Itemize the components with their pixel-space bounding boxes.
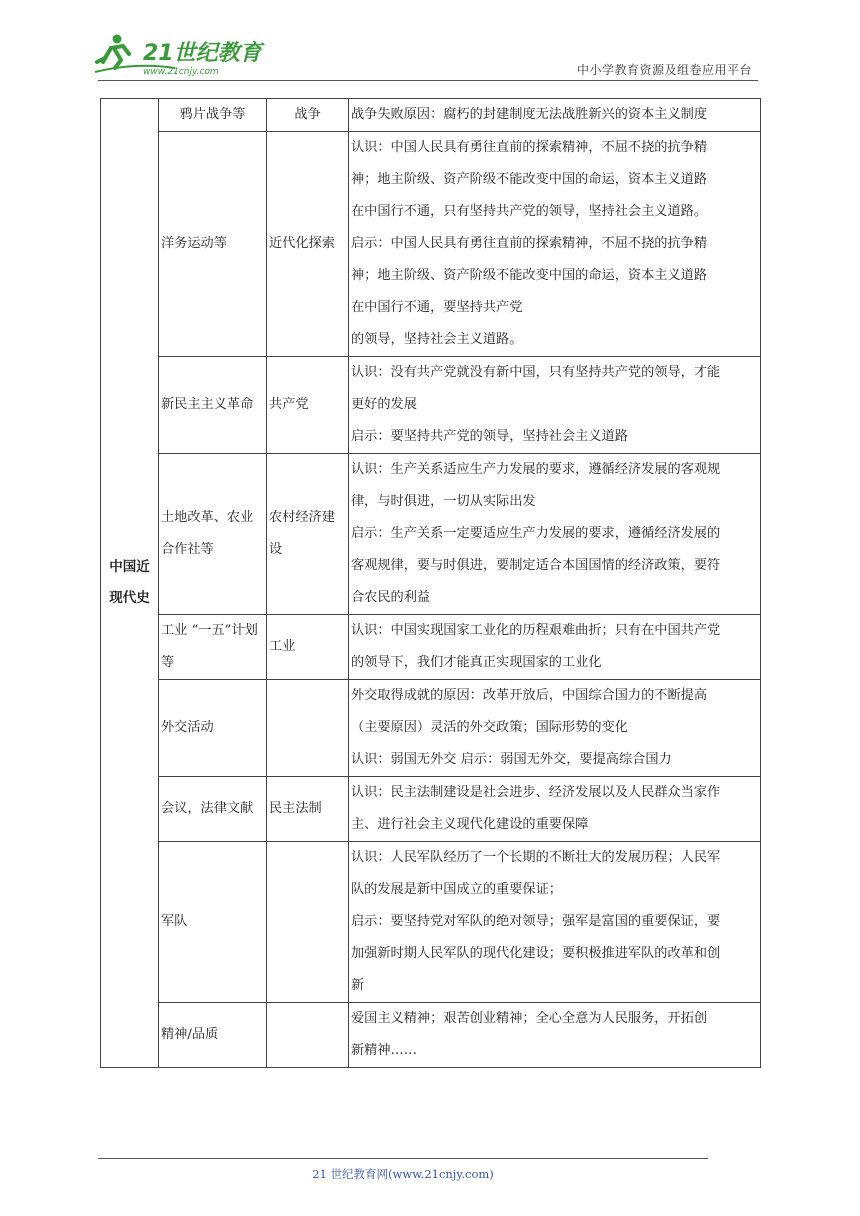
content-line: 认识：中国人民具有勇往直前的探索精神，不屈不挠的抗争精 [351, 140, 708, 155]
event-cell: 外交活动 [159, 680, 267, 777]
table-row [101, 357, 761, 454]
content-line: 更好的发展 [351, 397, 417, 412]
content-line: 认识：没有共产党就没有新中国，只有坚持共产党的领导，才能 [351, 365, 721, 380]
content-line: 新精神…… [351, 1043, 417, 1058]
content-line: 认识：弱国无外交 启示：弱国无外交，要提高综合国力 [351, 752, 672, 767]
topic-cell: 近代化探索 [267, 132, 349, 357]
content-cell [349, 1003, 761, 1068]
content-line: 认识：人民军队经历了一个长期的不断壮大的发展历程；人民军 [351, 850, 721, 865]
content-line: 的领导下，我们才能真正实现国家的工业化 [351, 655, 602, 670]
content-cell [349, 680, 761, 777]
history-summary-table [100, 98, 761, 1068]
event-cell: 工业 “一五”计划等 [159, 615, 267, 680]
event-cell: 精神/品质 [159, 1003, 267, 1068]
content-cell [349, 357, 761, 454]
content-line: 合农民的利益 [351, 590, 431, 605]
topic-cell: 农村经济建设 [267, 454, 349, 615]
topic-cell: 共产党 [267, 357, 349, 454]
footer-link[interactable]: 21 世纪教育网(www.21cnjy.com) [312, 1167, 494, 1181]
content-cell [349, 132, 761, 357]
content-line: 客观规律，要与时俱进，要制定适合本国国情的经济政策，要符 [351, 558, 721, 573]
table-row [101, 99, 761, 132]
table-row [101, 454, 761, 615]
content-line: 启示：中国人民具有勇往直前的探索精神，不屈不挠的抗争精 [351, 236, 708, 251]
content-line: 启示：要坚持共产党的领导，坚持社会主义道路 [351, 429, 628, 444]
content-line: 认识：生产关系适应生产力发展的要求，遵循经济发展的客观规 [351, 462, 721, 477]
content-line: 神；地主阶级、资产阶级不能改变中国的命运，资本主义道路 [351, 268, 708, 283]
table-row [101, 615, 761, 680]
content-line: 新 [351, 978, 365, 993]
event-cell: 军队 [159, 842, 267, 1003]
content-line: 在中国行不通，要坚持共产党 [351, 300, 523, 315]
logo-text: 21世纪教育 [143, 41, 262, 66]
table-row [101, 680, 761, 777]
era-cell [101, 99, 159, 1068]
content-line: 神；地主阶级、资产阶级不能改变中国的命运，资本主义道路 [351, 172, 708, 187]
topic-cell [267, 680, 349, 777]
event-cell: 鸦片战争等 [159, 99, 267, 132]
table-row [101, 777, 761, 842]
table-row [101, 1003, 761, 1068]
event-cell: 新民主主义革命 [159, 357, 267, 454]
era-line: 现代史 [109, 590, 150, 606]
content-cell [349, 454, 761, 615]
site-logo [95, 32, 270, 78]
table-row [101, 132, 761, 357]
content-line: 启示：要坚持党对军队的绝对领导；强军是富国的重要保证，要 [351, 914, 721, 929]
event-cell: 土地改革、农业合作社等 [159, 454, 267, 615]
content-cell [349, 842, 761, 1003]
topic-cell [267, 1003, 349, 1068]
content-line: 战争失败原因：腐朽的封建制度无法战胜新兴的资本主义制度 [351, 107, 708, 122]
content-cell [349, 99, 761, 132]
event-cell: 洋务运动等 [159, 132, 267, 357]
platform-name: 中小学教育资源及组卷应用平台 [576, 63, 752, 77]
event-cell: 会议，法律文献 [159, 777, 267, 842]
content-line: 爱国主义精神；艰苦创业精神；全心全意为人民服务，开拓创 [351, 1011, 708, 1026]
content-line: 外交取得成就的原因：改革开放后，中国综合国力的不断提高 [351, 688, 708, 703]
footer-divider [98, 1158, 708, 1159]
content-line: 主、进行社会主义现代化建设的重要保障 [351, 817, 589, 832]
topic-cell: 民主法制 [267, 777, 349, 842]
content-line: 队的发展是新中国成立的重要保证； [351, 882, 562, 897]
content-line: 在中国行不通，只有坚持共产党的领导，坚持社会主义道路。 [351, 204, 708, 219]
content-line: 的领导，坚持社会主义道路。 [351, 332, 523, 347]
content-cell [349, 777, 761, 842]
content-line: 启示：生产关系一定要适应生产力发展的要求，遵循经济发展的 [351, 526, 721, 541]
header-divider [98, 80, 758, 81]
content-cell [349, 615, 761, 680]
content-line: 加强新时期人民军队的现代化建设；要积极推进军队的改革和创 [351, 946, 721, 961]
content-line: 认识：民主法制建设是社会进步、经济发展以及人民群众当家作 [351, 785, 721, 800]
era-line: 中国近 [109, 559, 150, 575]
topic-cell: 战争 [267, 99, 349, 132]
table-row [101, 842, 761, 1003]
content-line: 律，与时俱进，一切从实际出发 [351, 494, 536, 509]
topic-cell [267, 842, 349, 1003]
content-line: （主要原因）灵活的外交政策；国际形势的变化 [351, 720, 628, 735]
logo-url: www.21cnjy.com [143, 67, 219, 77]
topic-cell: 工业 [267, 615, 349, 680]
content-line: 认识：中国实现国家工业化的历程艰难曲折；只有在中国共产党 [351, 623, 721, 638]
